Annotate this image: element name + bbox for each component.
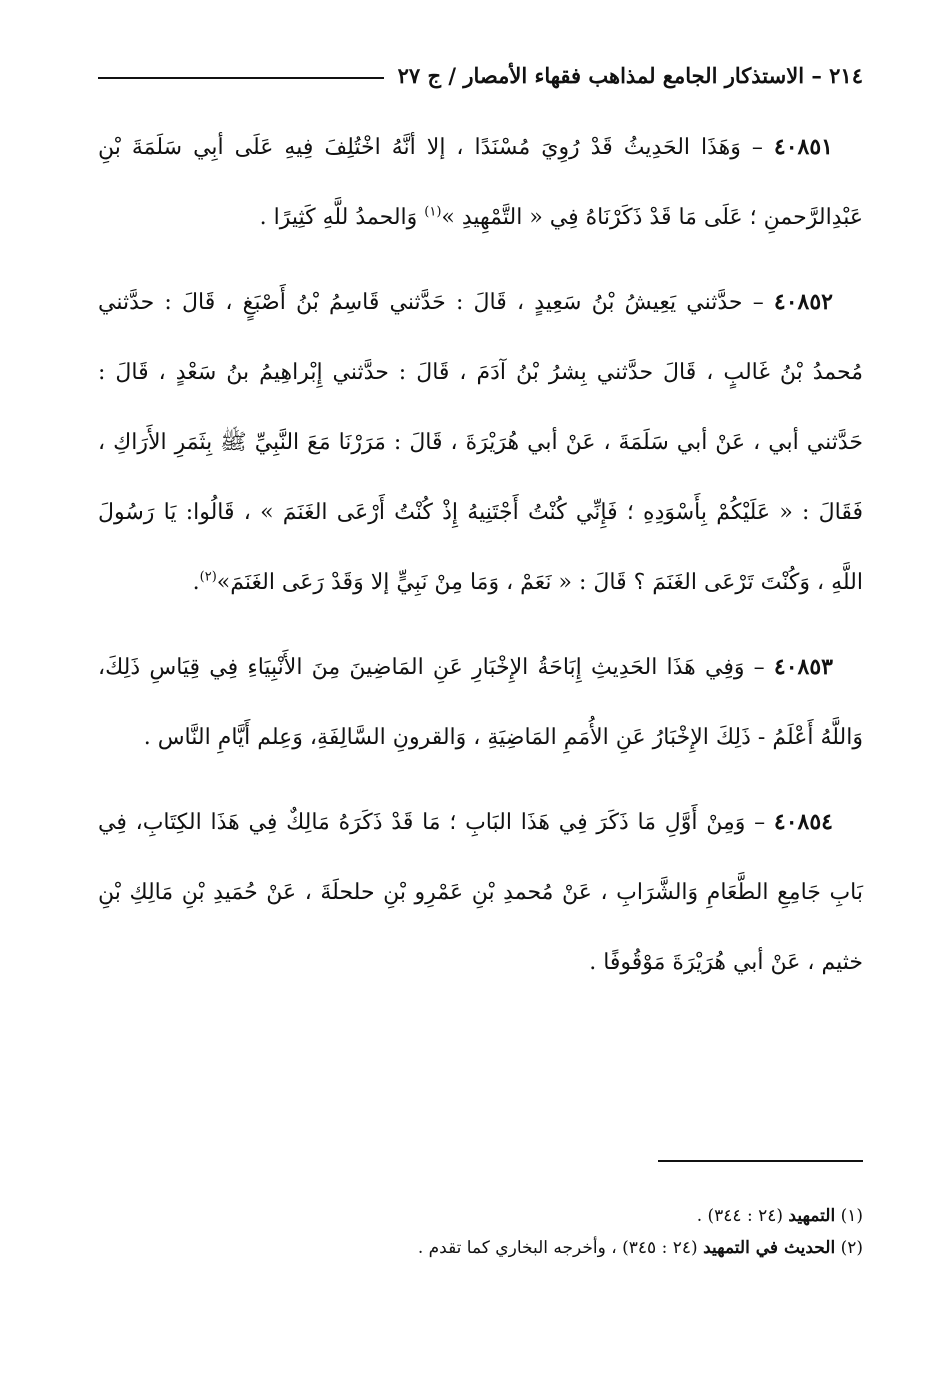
paragraph-text: – وَفِي هَذَا الحَدِيثِ إِبَاحَةُ الإِخْبَارِ عَنِ المَاضِينَ مِنَ الأَنْبِيَاءِ فِي قِيَاسِ ذَلِكَ، وَاللَّهُ أَعْلَمُ - ذَلِكَ الإِخْبَارُ عَنِ الأُمَمِ المَاضِيَةِ ، وَالقرونِ السَّالِفَةِ، وَعِلم أَيَّامِ النَّاس . <box>98 655 863 750</box>
footnote-rest: (٢٤ : ٣٤٥) ، وأخرجه البخاري كما تقدم . <box>417 1238 704 1258</box>
paragraph-number: ٤٠٨٥٢ <box>773 289 833 315</box>
header-rule <box>98 77 384 79</box>
paragraph-number: ٤٠٨٥٣ <box>773 654 833 680</box>
footnote-ref: (٢) <box>199 569 217 585</box>
paragraph-40853 <box>98 632 863 773</box>
header-text <box>398 63 863 88</box>
paragraph-40852 <box>98 267 863 618</box>
paragraph-text-after: . <box>192 570 200 595</box>
paragraph-text: – حدَّثني يَعِيشُ بْنُ سَعِيدٍ ، قَالَ : حَدَّثني قَاسِمُ بْنُ أَصْبَغٍ ، قَالَ : حدَّثني مُحمدُ بْنُ غَالبٍ ، قَالَ حدَّثني بِشرُ بْنُ آدَمَ ، قَالَ : حدَّثني إِبْراهِيمُ بنُ سَعْدٍ ، قَالَ : حَدَّثني أبي ، عَنْ أبي سَلَمَةَ ، عَنْ أبي هُرَيْرَةَ ، قَالَ : مَرَرْنَا مَعَ النَّبِيِّ ﷺ بِثَمَرِ الأَرَاكِ ، فَقَالَ : « عَلَيْكُمْ بِأَسْوَدِهِ ؛ فَإِنِّي كُنْتُ أَجْتَنِيهُ إِذْ كُنْتُ أَرْعَى الغَنَمَ » ، قَالُوا: يَا رَسُولَ اللَّهِ ، وَكُنْتَ تَرْعَى الغَنَمَ ؟ قَالَ : « نَعَمْ ، وَمَا مِنْ نَبِيٍّ إلا وَقَدْ رَعَى الغَنَمَ» <box>98 290 863 595</box>
footnote-separator <box>658 1160 863 1162</box>
paragraph-number: ٤٠٨٥١ <box>773 134 833 160</box>
footnotes <box>98 1200 863 1264</box>
paragraph-text: – وَمِنْ أَوَّلِ مَا ذَكَرَ فِي هَذَا البَابِ ؛ مَا قَدْ ذَكَرَهُ مَالِكٌ فِي هَذَا الكِتَابِ، فِي بَابِ جَامِعِ الطَّعَامِ وَالشَّرَابِ ، عَنْ مُحمدِ بْنِ عَمْرِو بْنِ حلحلَةَ ، عَنْ حُمَيدِ بْنِ مَالِكِ بْنِ خثيم ، عَنْ أبي هُرَيْرَةَ مَوْقُوفًا . <box>98 810 863 975</box>
footnote-1 <box>98 1200 863 1232</box>
running-header <box>98 58 863 92</box>
footnote-source: التمهيد <box>703 1238 750 1258</box>
running-title: – الاستذكار الجامع لمذاهب فقهاء الأمصار / ج ٢٧ <box>397 62 830 88</box>
paragraph-number: ٤٠٨٥٤ <box>773 809 833 835</box>
paragraph-40851 <box>98 112 863 253</box>
footnote-rest: (٢٤ : ٣٤٤) . <box>696 1206 789 1226</box>
footnote-source: التمهيد <box>788 1206 836 1226</box>
paragraph-text: – وَهَذَا الحَدِيثُ قَدْ رُوِيَ مُسْنَدًا ، إلا أنَّهُ اخْتُلِفَ فِيهِ عَلَى أبِي سَلَمَةَ بْنِ عَبْدِالرَّحمنِ ؛ عَلَى مَا قَدْ ذَكَرْنَاهُ فِي « التَّمْهِيدِ » <box>98 135 863 230</box>
page-number: ٢١٤ <box>829 62 863 88</box>
footnote-marker: (١) <box>835 1206 863 1226</box>
paragraph-text-after: وَالحمدُ للَّهِ كَثِيرًا . <box>259 205 425 230</box>
paragraph-40854 <box>98 787 863 998</box>
footnote-marker: (٢) <box>835 1238 863 1258</box>
footnote-ref: (١) <box>424 204 442 220</box>
footnote-pre: الحديث في <box>749 1238 836 1258</box>
footnote-2 <box>98 1232 863 1264</box>
main-text <box>98 112 863 1012</box>
